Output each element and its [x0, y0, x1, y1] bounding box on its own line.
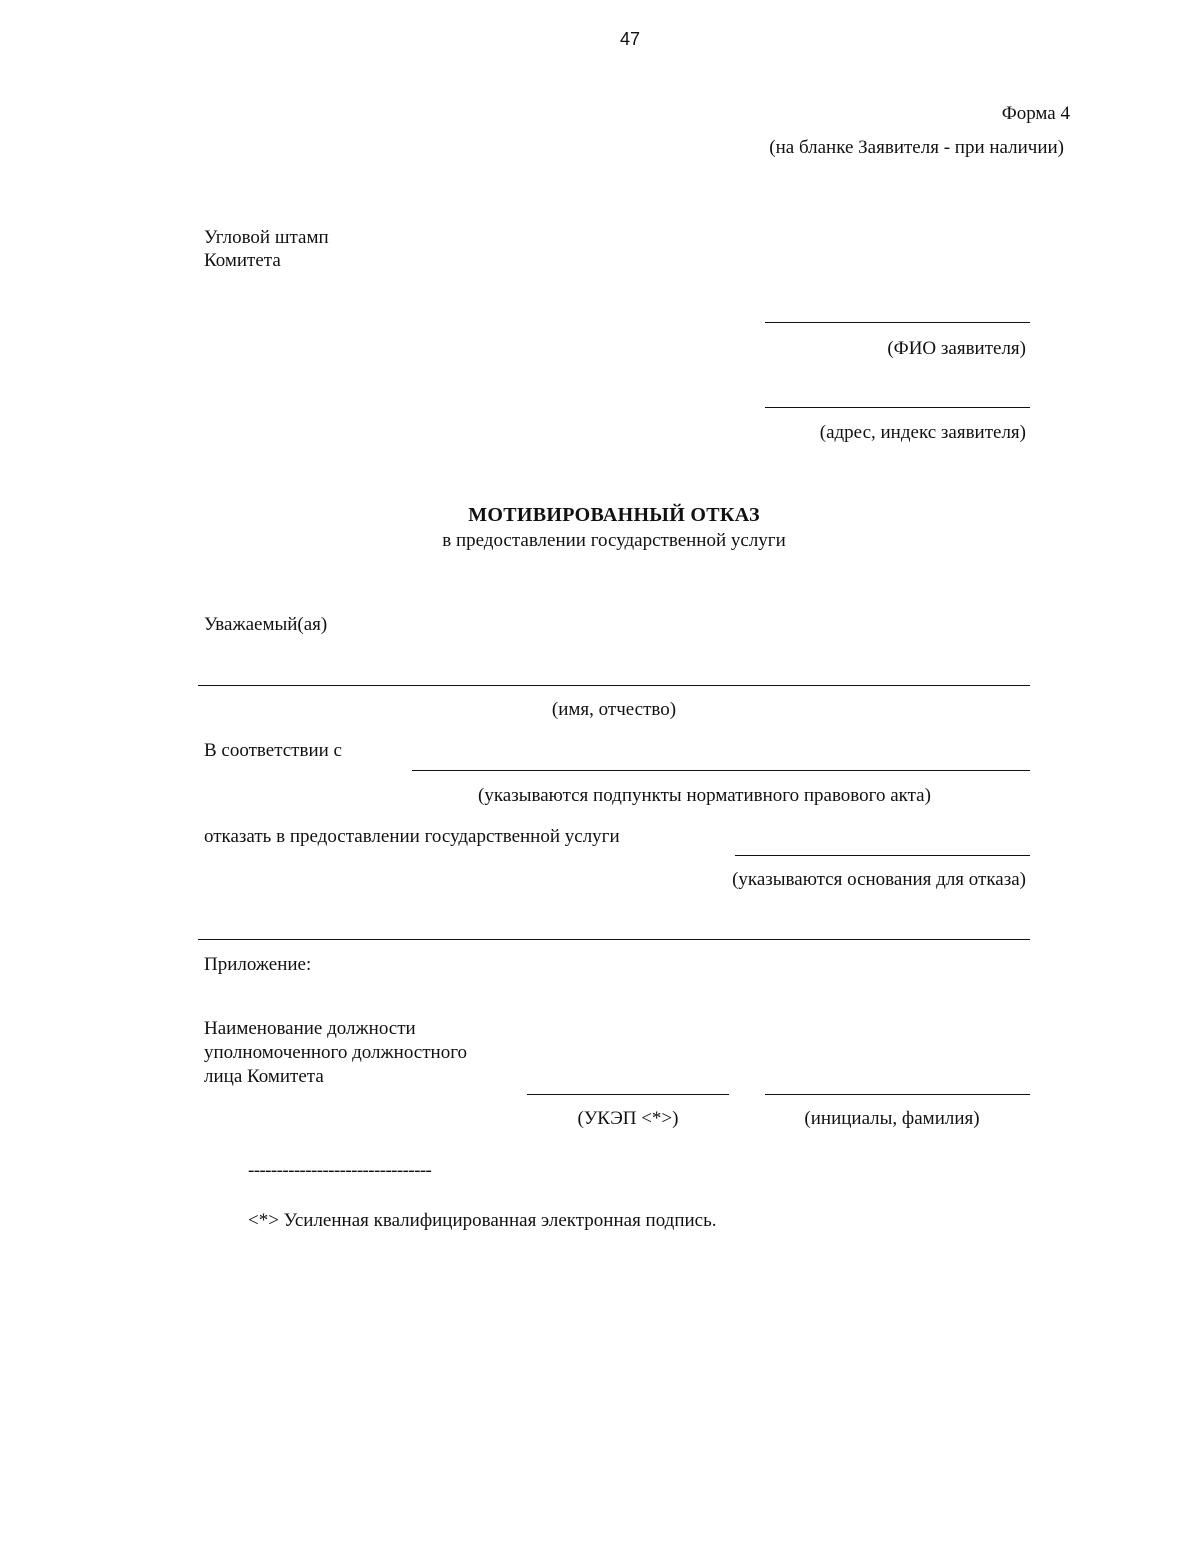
accordance-line [412, 770, 1030, 771]
reasons-line [735, 855, 1030, 856]
accordance-label: В соответствии с [204, 740, 342, 761]
refuse-label: отказать в предоставлении государственной услуги [204, 826, 620, 847]
initials-line [765, 1094, 1030, 1095]
reasons-caption: (указываются основания для отказа) [732, 869, 1026, 890]
form-label: Форма 4 [1001, 103, 1070, 124]
footnote-text: <*> Усиленная квалифицированная электронная подпись. [248, 1210, 717, 1231]
recipient-address-caption: (адрес, индекс заявителя) [819, 422, 1026, 443]
name-caption: (имя, отчество) [551, 699, 677, 720]
accordance-caption: (указываются подпункты нормативного правового акта) [478, 785, 931, 806]
position-line-3: лица Комитета [204, 1066, 324, 1087]
position-line-1: Наименование должности [204, 1018, 416, 1039]
position-line-2: уполномоченного должностного [204, 1042, 468, 1063]
recipient-address-line [765, 407, 1030, 408]
document-subtitle: в предоставлении государственной услуги [442, 530, 786, 551]
reasons-continuation-line [198, 939, 1030, 940]
page-number: 47 [620, 29, 641, 49]
stamp-line-1: Угловой штамп [204, 227, 329, 248]
ukep-caption: (УКЭП <*>) [577, 1108, 679, 1129]
document-title: МОТИВИРОВАННЫЙ ОТКАЗ [468, 504, 760, 526]
letterhead-note: (на бланке Заявителя - при наличии) [769, 137, 1064, 158]
recipient-name-caption: (ФИО заявителя) [887, 338, 1026, 359]
footnote-separator: -------------------------------- [248, 1160, 432, 1181]
recipient-name-line [765, 322, 1030, 323]
ukep-line [527, 1094, 729, 1095]
salutation: Уважаемый(ая) [204, 614, 328, 635]
name-line [198, 685, 1030, 686]
attachment-label: Приложение: [204, 954, 312, 975]
stamp-line-2: Комитета [204, 250, 281, 271]
initials-caption: (инициалы, фамилия) [804, 1108, 980, 1129]
